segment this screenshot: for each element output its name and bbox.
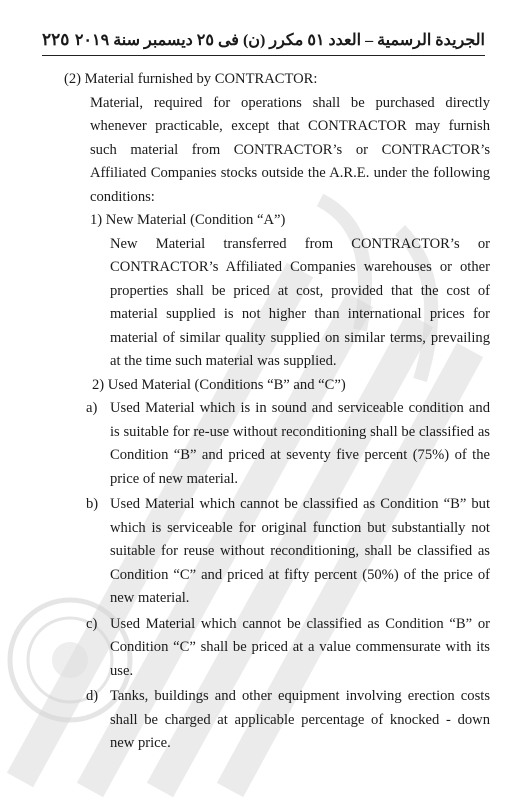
used-material-heading: 2) Used Material (Conditions “B” and “C”) xyxy=(92,376,346,393)
gazette-title: الجريدة الرسمية – العدد ٥١ مكرر (ن) فى ٢٥ ديسمبر سنة ٢٠١٩ xyxy=(74,32,485,49)
page-header xyxy=(42,30,485,58)
list-item-marker: d) xyxy=(86,688,99,704)
list-item xyxy=(86,613,490,684)
list-item xyxy=(86,493,490,611)
section-body: Material, required for operations shall be purchased directly whenever practicable, except that CONTRACTOR may furnish such material from CONTRACTOR’s or CONTRACTOR’s Affiliated Companies stocks outside the A.R.E. under the following conditions: xyxy=(90,94,490,205)
list-item-marker: c) xyxy=(86,615,98,632)
new-material-body: New Material transferred from CONTRACTOR’s or CONTRACTOR’s Affiliated Companies warehouses or other properties shall be priced at cost, provided that the cost of material supplied is not higher than international prices for material of similar quality supplied on similar terms, prevailing at the time such material was supplied. xyxy=(110,235,490,369)
page-number: ٢٢٥ xyxy=(42,30,70,49)
list-item-text: Used Material which cannot be classified as Condition “B” but which is serviceable for original function but substantially not suitable for reuse without reconditioning, shall be classified as Condition “C” and priced at fifty percent (50%) of the price of new material. xyxy=(110,496,490,606)
list-item-text: Used Material which cannot be classified as Condition “B” or Condition “C” shall be priced at a value commensurate with its use. xyxy=(110,615,490,679)
new-material-heading: 1) New Material (Condition “A”) xyxy=(90,212,286,228)
header-divider xyxy=(42,55,485,56)
section-heading: (2) Material furnished by CONTRACTOR: xyxy=(64,71,318,87)
list-item-text: Used Material which is in sound and serviceable condition and is suitable for re-use without reconditioning shall be classified as Condition “B” and priced at seventy five percent (75%) of the price of new material. xyxy=(110,400,490,487)
list-item-marker: a) xyxy=(86,400,98,416)
list-item xyxy=(86,685,490,756)
list-item-marker: b) xyxy=(86,496,99,512)
document-body xyxy=(60,68,490,756)
list-item-text: Tanks, buildings and other equipment involving erection costs shall be charged at applicable percentage of knocked - down new price. xyxy=(110,688,490,751)
list-item xyxy=(86,397,490,491)
